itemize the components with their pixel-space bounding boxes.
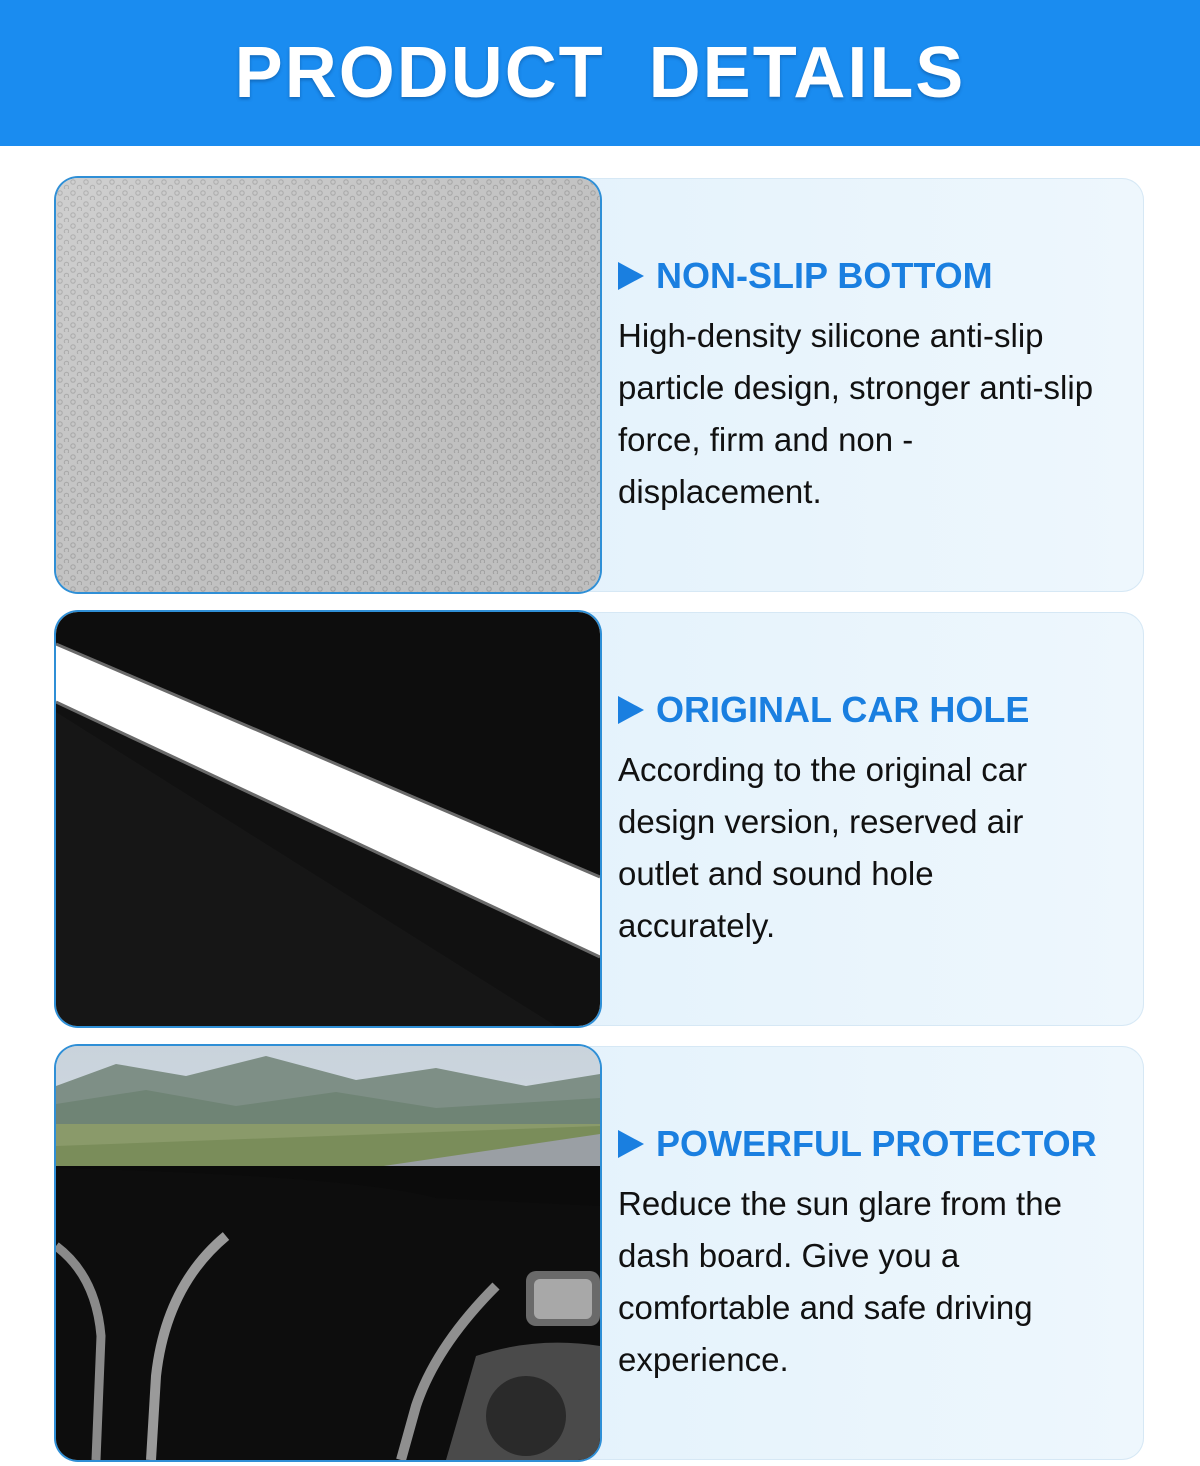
header-banner [0, 0, 1200, 146]
feature-card-protector [56, 1046, 1144, 1460]
feature-card-non-slip [56, 178, 1144, 592]
feature-description: Reduce the sun glare from the dash board. Give you a comfortable and safe driving experience. [618, 1185, 1062, 1378]
play-triangle-icon [618, 262, 644, 290]
product-image-non-slip [56, 178, 600, 592]
feature-title: POWERFUL PROTECTOR [656, 1123, 1097, 1164]
feature-card-car-hole [56, 612, 1144, 1026]
feature-title-row [618, 690, 1138, 730]
feature-title-row [618, 1124, 1138, 1164]
feature-title: ORIGINAL CAR HOLE [656, 689, 1030, 730]
product-image-protector [56, 1046, 600, 1460]
page-title: PRODUCT DETAILS [234, 33, 966, 113]
feature-description: High-density silicone anti-slip particle design, stronger anti-slip force, firm and non -displacement. [618, 317, 1094, 510]
product-image-car-hole [56, 612, 600, 1026]
play-triangle-icon [618, 1130, 644, 1158]
feature-description: According to the original car design version, reserved air outlet and sound hole accurately. [618, 751, 1028, 944]
feature-title: NON-SLIP BOTTOM [656, 255, 993, 296]
feature-title-row [618, 256, 1138, 296]
play-triangle-icon [618, 696, 644, 724]
